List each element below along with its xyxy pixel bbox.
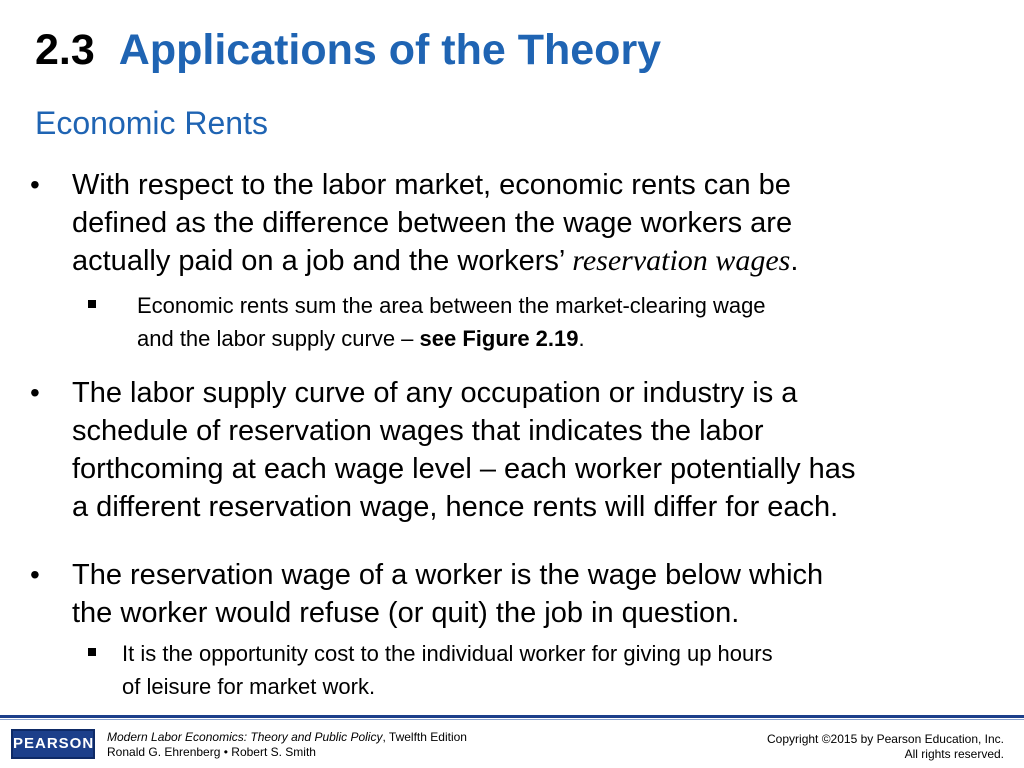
- sub-bullet-text: [122, 637, 773, 703]
- slide-title: [35, 24, 661, 76]
- book-title-line: [107, 730, 467, 745]
- bullet-line: actually paid on a job and the workers’: [72, 245, 573, 277]
- book-edition: , Twelfth Edition: [382, 730, 467, 744]
- sub-bullet-line: of leisure for market work.: [122, 674, 376, 699]
- copyright-line: Copyright ©2015 by Pearson Education, Inc.: [767, 732, 1004, 746]
- bullet-line: The labor supply curve of any occupation or industry is a: [72, 377, 798, 409]
- sub-bullet-line: It is the opportunity cost to the individual worker for giving up hours: [122, 641, 773, 666]
- sub-bullet-line-with-reference: [137, 322, 766, 355]
- punctuation: .: [790, 245, 799, 277]
- punctuation: .: [578, 326, 585, 351]
- bullet-line: defined as the difference between the wage workers are: [72, 207, 793, 239]
- bullet-line: forthcoming at each wage level – each worker potentially has: [72, 453, 856, 485]
- bullet-marker: •: [30, 377, 40, 408]
- sub-bullet-line: Economic rents sum the area between the market-clearing wage: [137, 293, 766, 318]
- copyright-notice: [767, 732, 1004, 762]
- bullet-line: the worker would refuse (or quit) the job in question.: [72, 597, 740, 629]
- bullet-line: The reservation wage of a worker is the wage below which: [72, 559, 824, 591]
- bullet-line-with-emphasis: [72, 242, 1012, 280]
- bullet-text: [72, 556, 1012, 632]
- emphasis-term: reservation wages: [572, 244, 791, 277]
- rights-line: All rights reserved.: [904, 747, 1004, 761]
- square-bullet-icon: [88, 648, 96, 656]
- figure-reference: see Figure 2.19: [419, 326, 579, 351]
- bullet-line: a different reservation wage, hence rents will differ for each.: [72, 491, 839, 523]
- section-number: 2.3: [35, 26, 95, 74]
- footer-divider: [0, 715, 1024, 718]
- bullet-marker: •: [30, 559, 40, 590]
- bullet-text: [72, 166, 1012, 280]
- bullet-line: schedule of reservation wages that indicates the labor: [72, 415, 764, 447]
- bullet-marker: •: [30, 169, 40, 200]
- bullet-text: [72, 374, 1012, 526]
- book-authors: Ronald G. Ehrenberg • Robert S. Smith: [107, 745, 316, 759]
- slide-subtitle: Economic Rents: [35, 105, 268, 141]
- bullet-line: With respect to the labor market, economic rents can be: [72, 169, 791, 201]
- square-bullet-icon: [88, 300, 96, 308]
- section-title: Applications of the Theory: [118, 26, 662, 74]
- sub-bullet-text: [137, 289, 766, 355]
- book-citation: [107, 730, 467, 760]
- book-title: Modern Labor Economics: Theory and Public Policy: [107, 730, 383, 744]
- sub-bullet-line: and the labor supply curve –: [137, 326, 420, 351]
- footer-divider-thin: [0, 719, 1024, 720]
- pearson-logo: PEARSON: [11, 729, 95, 759]
